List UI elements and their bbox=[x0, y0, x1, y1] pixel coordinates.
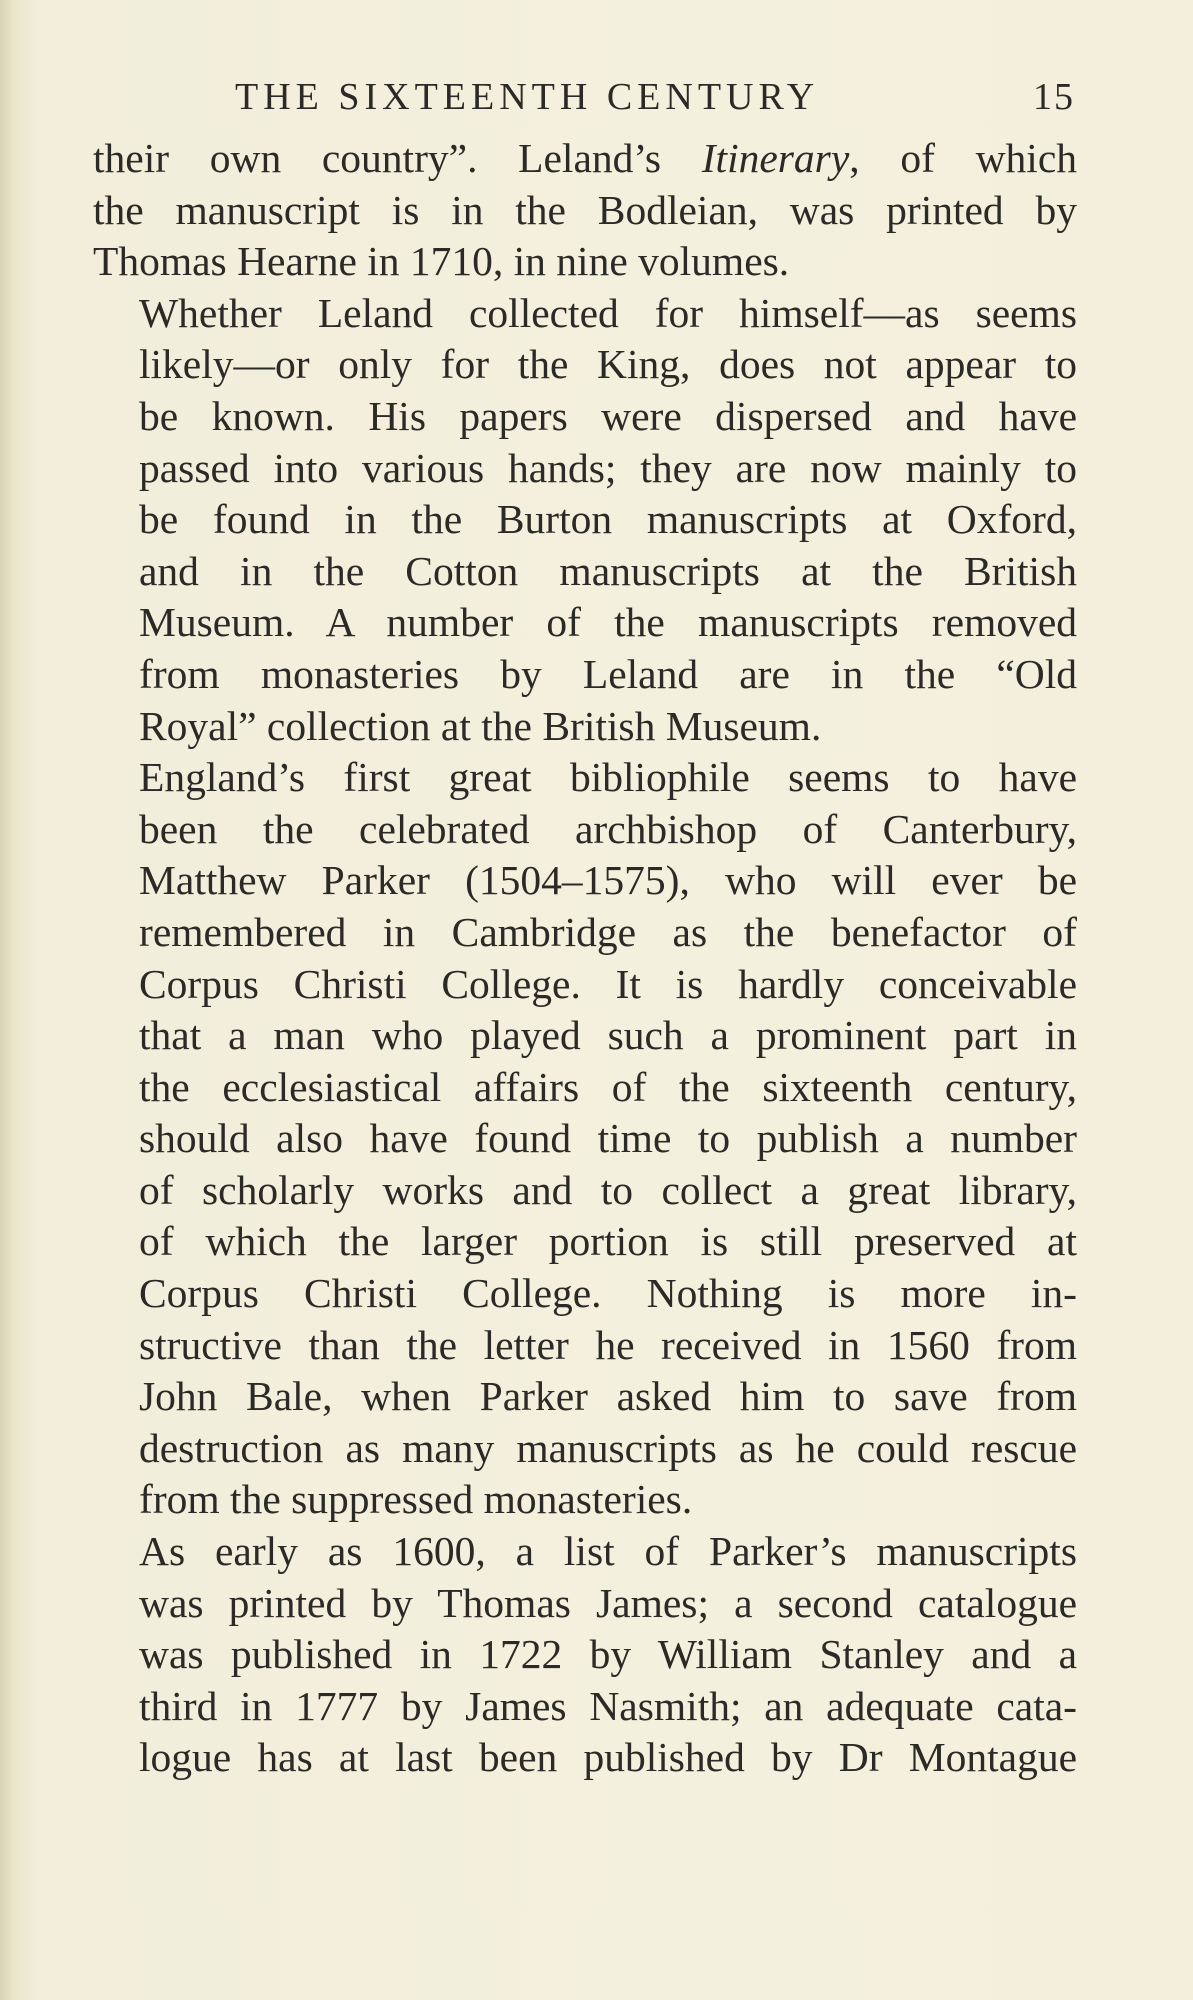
text-line: likely—or only for the King, does not appear to bbox=[139, 341, 1077, 388]
text-line: was published in 1722 by William Stanley and a bbox=[139, 1631, 1077, 1678]
text-line: Museum. A number of the manuscripts removed bbox=[139, 599, 1077, 646]
text-line: from the suppressed monasteries. bbox=[139, 1476, 693, 1523]
text-line: be known. His papers were dispersed and have bbox=[139, 392, 1077, 439]
text-line: third in 1777 by James Nasmith; an adequate cata- bbox=[139, 1682, 1077, 1729]
paragraph-4 bbox=[93, 1526, 1077, 1784]
paragraph-1 bbox=[93, 133, 1077, 288]
text-line: England’s first great bibliophile seems to have bbox=[139, 754, 1077, 801]
text-line-segment: their own country”. Leland’s bbox=[93, 135, 702, 181]
running-head bbox=[235, 72, 1075, 122]
text-line: structive than the letter he received in 1560 from bbox=[139, 1321, 1077, 1368]
text-line: be found in the Burton manuscripts at Oxford, bbox=[139, 496, 1077, 543]
text-line-segment: , of which bbox=[849, 135, 1077, 181]
running-head-title: THE SIXTEENTH CENTURY bbox=[235, 76, 820, 118]
text-line: been the celebrated archbishop of Canterbury, bbox=[139, 805, 1077, 852]
text-line: was printed by Thomas James; a second catalogue bbox=[139, 1579, 1077, 1626]
paragraph-3 bbox=[93, 752, 1077, 1526]
text-line: remembered in Cambridge as the benefactor of bbox=[139, 908, 1077, 955]
paragraph-2 bbox=[93, 288, 1077, 752]
text-line: passed into various hands; they are now mainly to bbox=[139, 444, 1077, 491]
text-line: Corpus Christi College. Nothing is more in- bbox=[139, 1270, 1077, 1317]
text-line: As early as 1600, a list of Parker’s manuscripts bbox=[139, 1528, 1077, 1575]
text-line: and in the Cotton manuscripts at the British bbox=[139, 547, 1077, 594]
text-line: Matthew Parker (1504–1575), who will ever be bbox=[139, 857, 1077, 904]
page-number: 15 bbox=[1033, 76, 1075, 118]
text-line: the manuscript is in the Bodleian, was printed by bbox=[93, 186, 1077, 233]
text-line: John Bale, when Parker asked him to save from bbox=[139, 1373, 1077, 1420]
text-line: Thomas Hearne in 1710, in nine volumes. bbox=[93, 238, 790, 285]
text-line: destruction as many manuscripts as he could rescue bbox=[139, 1424, 1077, 1471]
text-line: logue has at last been published by Dr Montague bbox=[139, 1734, 1077, 1781]
text-line: of which the larger portion is still preserved at bbox=[139, 1218, 1077, 1265]
text-line: the ecclesiastical affairs of the sixteenth century, bbox=[139, 1063, 1077, 1110]
text-line: that a man who played such a prominent part in bbox=[139, 1012, 1077, 1059]
text-line: of scholarly works and to collect a great library, bbox=[139, 1166, 1077, 1213]
text-line bbox=[93, 133, 1077, 185]
text-line: from monasteries by Leland are in the “Old bbox=[139, 650, 1077, 697]
body-text bbox=[93, 133, 1077, 1784]
text-line: Royal” collection at the British Museum. bbox=[139, 702, 822, 749]
italic-title: Itinerary bbox=[701, 135, 850, 181]
text-line: Whether Leland collected for himself—as seems bbox=[139, 289, 1077, 336]
text-line: Corpus Christi College. It is hardly conceivable bbox=[139, 960, 1077, 1007]
text-line: should also have found time to publish a number bbox=[139, 1115, 1077, 1162]
